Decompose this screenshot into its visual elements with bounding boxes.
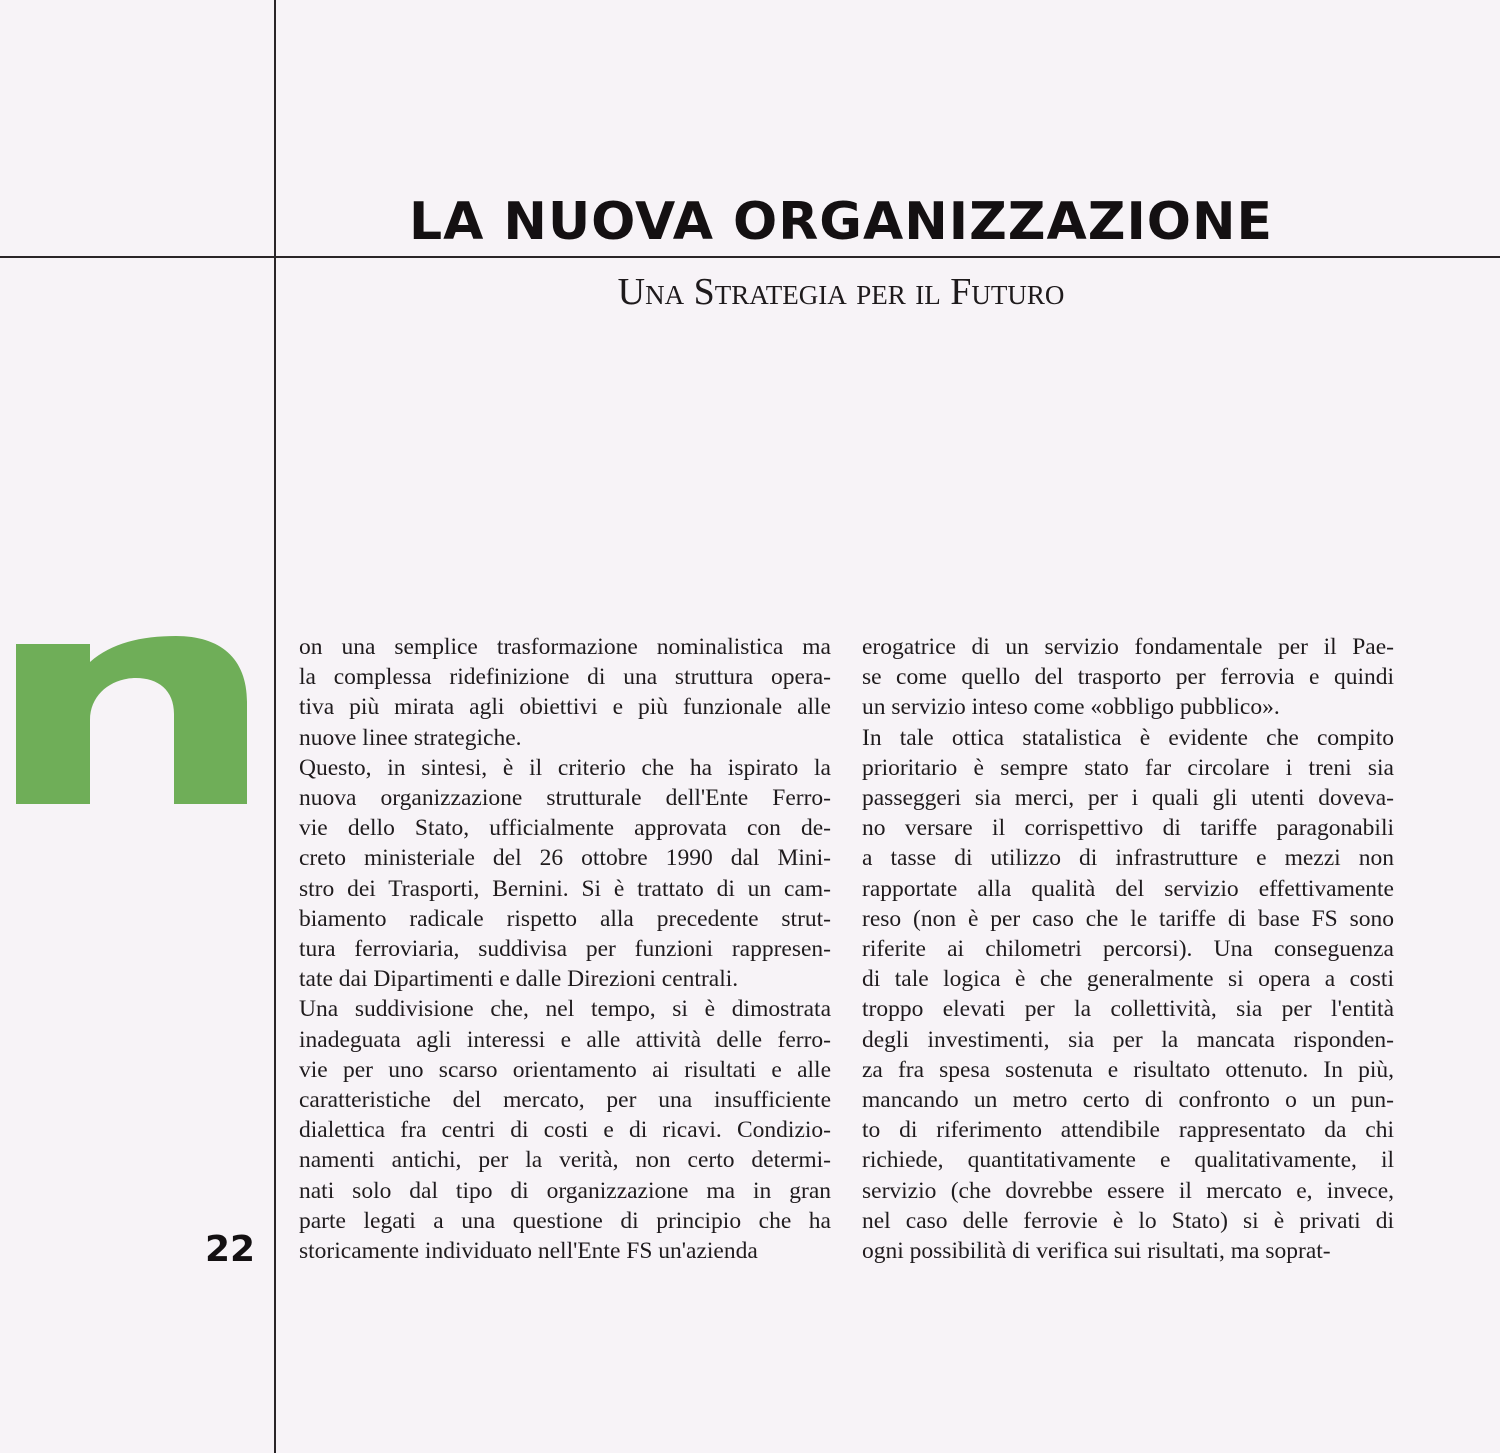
- right-column: [862, 632, 1394, 1266]
- text-line: di tale logica è che generalmente si opera a costi: [862, 966, 1394, 993]
- text-line: namenti antichi, per la verità, non certo determi-: [299, 1147, 831, 1174]
- left-column: [299, 632, 831, 1266]
- text-line: se come quello del trasporto per ferrovia e quindi: [862, 664, 1394, 691]
- text-line: prioritario è sempre stato far circolare i treni sia: [862, 754, 1394, 781]
- text-line: vie dello Stato, ufficialmente approvata con de-: [299, 815, 831, 842]
- page-number: 22: [205, 1229, 256, 1270]
- text-line: troppo elevati per la collettività, sia per l'entità: [862, 996, 1394, 1023]
- text-line: dialettica fra centri di costi e di ricavi. Condizio-: [299, 1117, 831, 1144]
- text-line: reso (non è per caso che le tariffe di base FS sono: [862, 905, 1394, 932]
- text-line: tura ferroviaria, suddivisa per funzioni rappresen-: [299, 936, 831, 963]
- text-line: creto ministeriale del 26 ottobre 1990 dal Mini-: [299, 845, 831, 872]
- text-line: parte legati a una questione di principio che ha: [299, 1207, 831, 1234]
- horizontal-rule: [0, 256, 1500, 258]
- text-line: on una semplice trasformazione nominalistica ma: [299, 634, 831, 660]
- text-line: a tasse di utilizzo di infrastrutture e mezzi non: [862, 845, 1394, 872]
- text-line: In tale ottica statalistica è evidente che compito: [862, 724, 1394, 751]
- text-line: biamento radicale rispetto alla precedente strut-: [299, 905, 831, 932]
- text-line: caratteristiche del mercato, per una insufficiente: [299, 1087, 831, 1114]
- text-line: servizio (che dovrebbe essere il mercato e, invece,: [862, 1177, 1394, 1204]
- text-line: rapportate alla qualità del servizio effettivamente: [862, 875, 1394, 902]
- text-line: tiva più mirata agli obiettivi e più funzionale alle: [299, 694, 831, 721]
- text-line: tate dai Dipartimenti e dalle Direzioni centrali.: [299, 966, 739, 993]
- text-line: passeggeri sia merci, per i quali gli utenti doveva-: [862, 785, 1394, 812]
- text-line: no versare il corrispettivo di tariffe paragonabili: [862, 815, 1394, 842]
- text-line: stro dei Trasporti, Bernini. Si è trattato di un cam-: [299, 875, 831, 902]
- text-line: erogatrice di un servizio fondamentale per il Pae-: [862, 634, 1394, 660]
- text-line: inadeguata agli interessi e alle attività delle ferro-: [299, 1026, 831, 1053]
- text-line: degli investimenti, sia per la mancata risponden-: [862, 1026, 1394, 1053]
- drop-cap: [16, 636, 247, 804]
- text-line: vie per uno scarso orientamento ai risultati e alle: [299, 1056, 831, 1083]
- text-line: un servizio inteso come «obbligo pubblico».: [862, 694, 1280, 721]
- text-line: ogni possibilità di verifica sui risultati, ma soprat-: [862, 1238, 1331, 1265]
- text-line: richiede, quantitativamente e qualitativamente, il: [862, 1147, 1394, 1174]
- text-line: nuove linee strategiche.: [299, 724, 522, 751]
- page-title: LA NUOVA ORGANIZZAZIONE: [408, 192, 1274, 252]
- text-line: Una suddivisione che, nel tempo, si è dimostrata: [299, 996, 831, 1023]
- text-line: nati solo dal tipo di organizzazione ma in gran: [299, 1177, 831, 1204]
- text-line: za fra spesa sostenuta e risultato ottenuto. In più,: [862, 1056, 1394, 1083]
- text-line: nel caso delle ferrovie è lo Stato) si è privati di: [862, 1207, 1394, 1234]
- text-line: storicamente individuato nell'Ente FS un'azienda: [299, 1238, 758, 1265]
- drop-cap-letter-shape: [16, 636, 247, 804]
- text-line: to di riferimento attendibile rappresentato da chi: [862, 1117, 1394, 1144]
- text-line: Questo, in sintesi, è il criterio che ha ispirato la: [299, 754, 831, 781]
- text-line: la complessa ridefinizione di una struttura opera-: [299, 664, 831, 691]
- page-subtitle: Una Strategia per il Futuro: [617, 271, 1065, 313]
- text-line: mancando un metro certo di confronto o un pun-: [862, 1087, 1394, 1114]
- text-line: nuova organizzazione strutturale dell'Ente Ferro-: [299, 785, 831, 812]
- text-line: riferite ai chilometri percorsi). Una conseguenza: [862, 936, 1394, 963]
